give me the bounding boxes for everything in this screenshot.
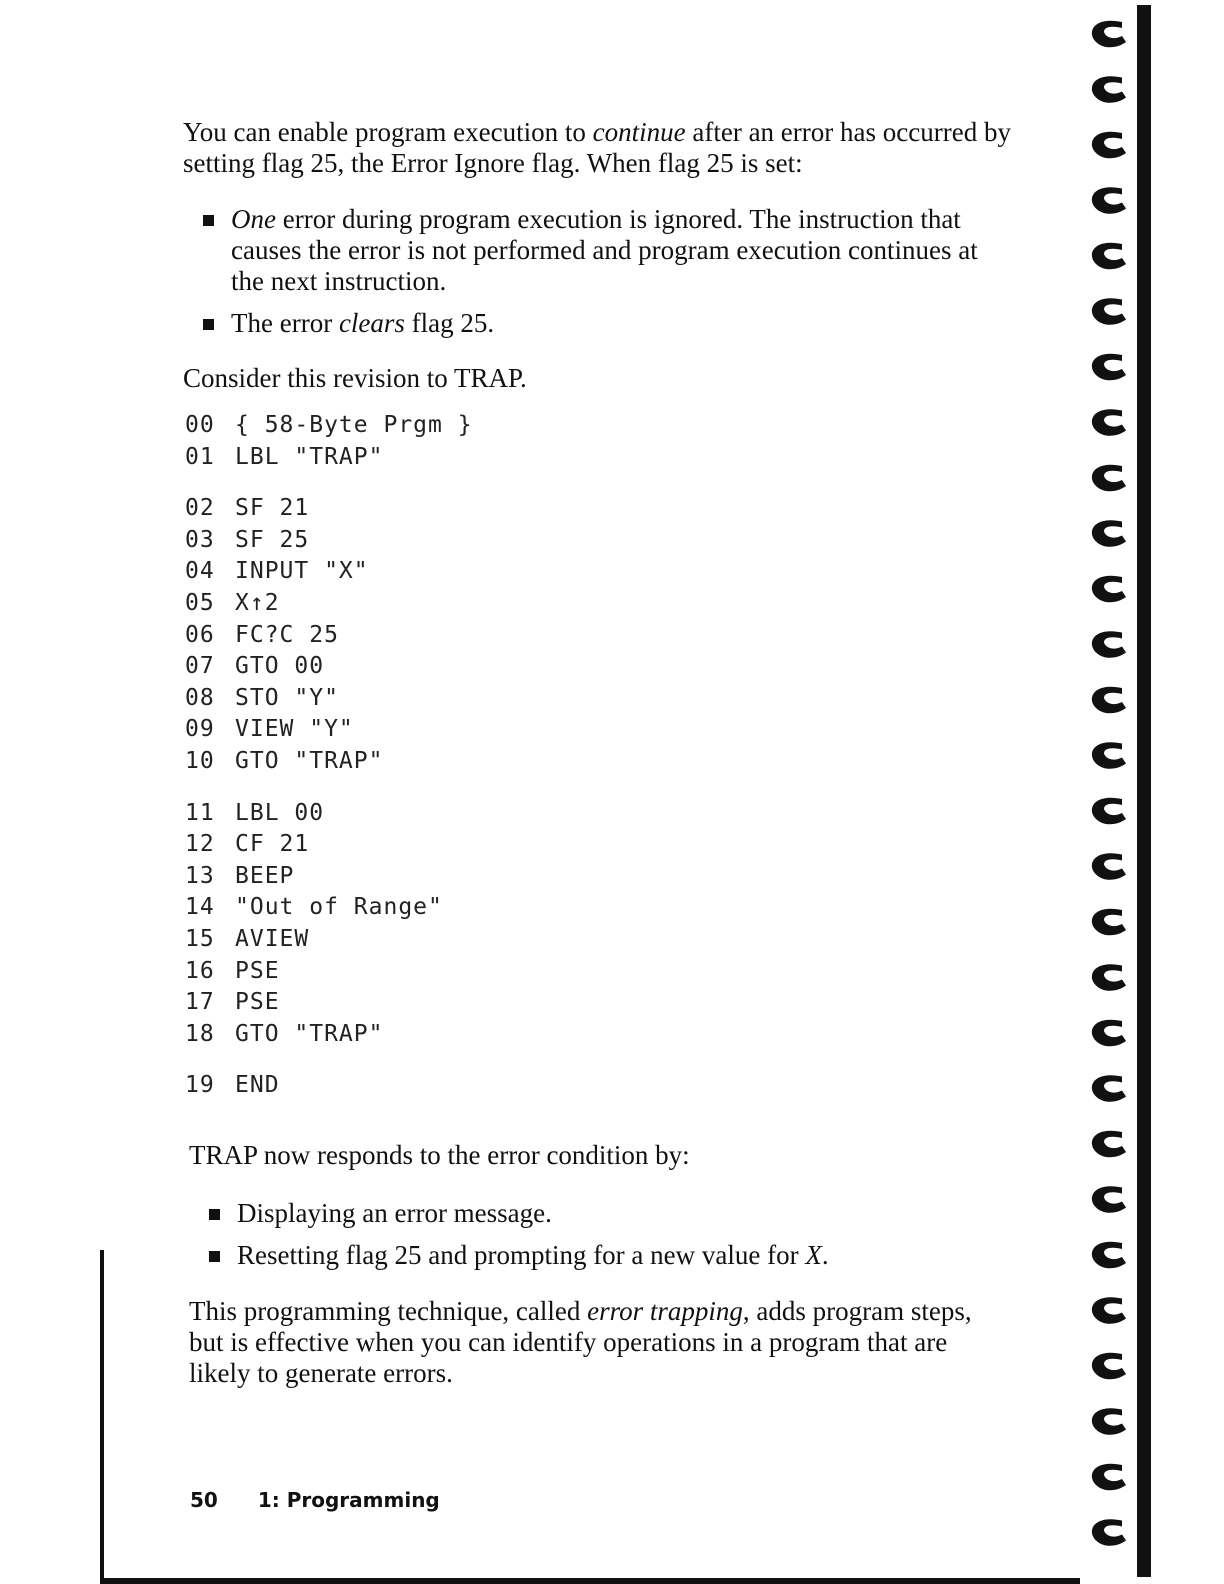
code-line: [185, 1070, 473, 1102]
list-item: One error during program execution is ignored. The instruction that causes the error is not performed and program execution continues at the next instruction.: [201, 204, 991, 297]
binding-coil: [1092, 465, 1126, 492]
flag-effects-list: [201, 204, 991, 350]
code-line: [185, 683, 473, 715]
page-number: 50: [190, 1488, 218, 1512]
binding-coil: [1092, 909, 1126, 936]
consider-text: Consider this revision to TRAP.: [183, 363, 527, 393]
line-number: 05: [185, 589, 215, 616]
instruction: CF 21: [235, 831, 310, 858]
scan-edge-left: [100, 1250, 104, 1584]
binding-coil: [1092, 409, 1126, 436]
instruction: END: [235, 1072, 280, 1099]
code-line: [185, 620, 473, 652]
instruction: X↑2: [235, 589, 280, 616]
spiral-binding: [1044, 0, 1224, 1584]
line-number: 11: [185, 799, 215, 826]
instruction: GTO 00: [235, 653, 325, 680]
line-number: 02: [185, 495, 215, 522]
code-line: [185, 798, 473, 830]
binding-coil: [1092, 1353, 1126, 1380]
instruction: SF 25: [235, 526, 310, 553]
instruction: FC?C 25: [235, 621, 339, 648]
binding-coil: [1092, 1075, 1126, 1102]
instruction: GTO "TRAP": [235, 1020, 384, 1047]
code-group: [185, 410, 473, 473]
line-number: 08: [185, 684, 215, 711]
code-line: [185, 746, 473, 778]
line-number: 17: [185, 989, 215, 1016]
line-number: 03: [185, 526, 215, 553]
code-line: [185, 556, 473, 588]
code-line: [185, 651, 473, 683]
line-number: 07: [185, 653, 215, 680]
section-title: 1: Programming: [257, 1488, 440, 1512]
binding-spine: [1137, 5, 1151, 1577]
page-footer: [190, 1488, 480, 1512]
code-line: [185, 829, 473, 861]
binding-coil: [1092, 1408, 1126, 1435]
binding-coil: [1092, 742, 1126, 769]
code-group: [185, 798, 473, 1051]
binding-coil: [1092, 298, 1126, 325]
binding-coil: [1092, 132, 1126, 159]
binding-coil: [1092, 1131, 1126, 1158]
instruction: { 58-Byte Prgm }: [235, 412, 473, 438]
line-number: 14: [185, 894, 215, 921]
scan-edge-bottom: [100, 1578, 1080, 1584]
list-item: Resetting flag 25 and prompting for a new value for X.: [207, 1240, 997, 1271]
binding-coil: [1092, 853, 1126, 880]
binding-coil: [1092, 1186, 1126, 1213]
intro-emphasis: continue: [592, 117, 686, 147]
instruction: INPUT "X": [235, 558, 369, 585]
instruction: STO "Y": [235, 684, 339, 711]
binding-coil: [1092, 76, 1126, 103]
instruction: GTO "TRAP": [235, 747, 384, 774]
binding-coil: [1092, 1242, 1126, 1269]
code-line: [185, 493, 473, 525]
list-item: The error clears flag 25.: [201, 308, 991, 339]
instruction: LBL 00: [235, 799, 325, 826]
line-number: 19: [185, 1072, 215, 1099]
line-number: 10: [185, 747, 215, 774]
binding-coil: [1092, 21, 1126, 48]
line-number: 04: [185, 558, 215, 585]
code-line: [185, 1019, 473, 1051]
intro-paragraph: [183, 117, 1013, 179]
instruction: "Out of Range": [235, 894, 443, 921]
line-number: 15: [185, 925, 215, 952]
code-line: [185, 987, 473, 1019]
binding-coil: [1092, 1297, 1126, 1324]
line-number: 06: [185, 621, 215, 648]
binding-coil: [1092, 354, 1126, 381]
line-number: 00: [185, 412, 215, 438]
line-number: 09: [185, 716, 215, 743]
code-line: [185, 892, 473, 924]
code-line: [185, 924, 473, 956]
line-number: 12: [185, 831, 215, 858]
binding-coil: [1092, 520, 1126, 547]
list-item: Displaying an error message.: [207, 1198, 997, 1229]
code-line: [185, 410, 473, 442]
binding-coil: [1092, 576, 1126, 603]
code-line: [185, 956, 473, 988]
line-number: 18: [185, 1020, 215, 1047]
binding-coil: [1092, 1020, 1126, 1047]
instruction: BEEP: [235, 862, 295, 889]
binding-coil: [1092, 687, 1126, 714]
code-line: [185, 442, 473, 474]
response-list: [207, 1198, 997, 1282]
line-number: 01: [185, 443, 215, 470]
code-line: [185, 588, 473, 620]
instruction: PSE: [235, 989, 280, 1016]
code-line: [185, 714, 473, 746]
binding-coil: [1092, 964, 1126, 991]
binding-coil: [1092, 1519, 1126, 1546]
intro-text-1: You can enable program execution to: [183, 117, 593, 147]
binding-coil: [1092, 798, 1126, 825]
instruction: SF 21: [235, 495, 310, 522]
binding-coil: [1092, 243, 1126, 270]
intro-text-2: after an error has occurred by setting flag 25, the Error Ignore flag. When flag 25 is set:: [183, 117, 1011, 178]
instruction: VIEW "Y": [235, 716, 354, 743]
code-line: [185, 525, 473, 557]
binding-coil: [1092, 187, 1126, 214]
code-group: [185, 1070, 473, 1102]
code-line: [185, 861, 473, 893]
line-number: 13: [185, 862, 215, 889]
binding-coil: [1092, 1464, 1126, 1491]
instruction: PSE: [235, 957, 280, 984]
line-number: 16: [185, 957, 215, 984]
instruction: LBL "TRAP": [235, 443, 384, 470]
responds-text: TRAP now responds to the error condition by:: [189, 1140, 690, 1170]
code-group: [185, 493, 473, 777]
closing-paragraph: This programming technique, called error trapping, adds program steps, but is effective when you can identify operations in a program that are likely to generate errors.: [189, 1296, 972, 1388]
binding-coil: [1092, 631, 1126, 658]
instruction: AVIEW: [235, 925, 310, 952]
program-listing: [185, 410, 473, 1102]
